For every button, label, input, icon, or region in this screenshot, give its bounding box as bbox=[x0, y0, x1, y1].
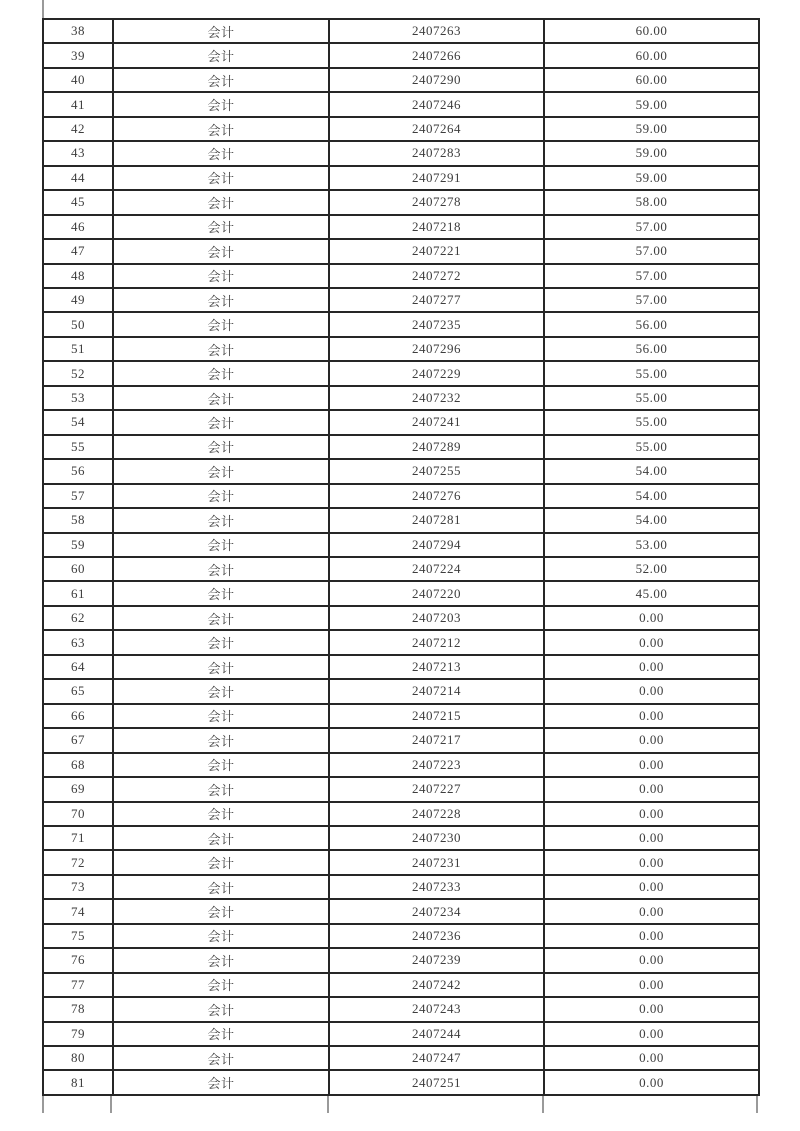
score-cell: 59.00 bbox=[544, 141, 759, 165]
table-row bbox=[43, 312, 759, 336]
table-row bbox=[43, 1046, 759, 1070]
row-number-cell: 51 bbox=[43, 337, 113, 361]
major-cell: 会计 bbox=[113, 924, 329, 948]
table-row bbox=[43, 924, 759, 948]
major-cell: 会计 bbox=[113, 826, 329, 850]
table-row bbox=[43, 190, 759, 214]
table-row bbox=[43, 239, 759, 263]
major-cell: 会计 bbox=[113, 655, 329, 679]
table-row bbox=[43, 826, 759, 850]
table-row bbox=[43, 753, 759, 777]
row-number-cell: 66 bbox=[43, 704, 113, 728]
row-number-cell: 80 bbox=[43, 1046, 113, 1070]
score-cell: 0.00 bbox=[544, 1022, 759, 1046]
score-cell: 60.00 bbox=[544, 43, 759, 67]
row-number-cell: 76 bbox=[43, 948, 113, 972]
row-number-cell: 41 bbox=[43, 92, 113, 116]
row-number-cell: 78 bbox=[43, 997, 113, 1021]
major-cell: 会计 bbox=[113, 264, 329, 288]
score-cell: 0.00 bbox=[544, 728, 759, 752]
major-cell: 会计 bbox=[113, 337, 329, 361]
row-number-cell: 79 bbox=[43, 1022, 113, 1046]
score-cell: 52.00 bbox=[544, 557, 759, 581]
candidate-id-cell: 2407264 bbox=[329, 117, 544, 141]
candidate-id-cell: 2407232 bbox=[329, 386, 544, 410]
candidate-id-cell: 2407233 bbox=[329, 875, 544, 899]
candidate-id-cell: 2407229 bbox=[329, 361, 544, 385]
table-row bbox=[43, 141, 759, 165]
candidate-id-cell: 2407294 bbox=[329, 533, 544, 557]
row-number-cell: 53 bbox=[43, 386, 113, 410]
candidate-id-cell: 2407283 bbox=[329, 141, 544, 165]
candidate-id-cell: 2407244 bbox=[329, 1022, 544, 1046]
table-row bbox=[43, 557, 759, 581]
candidate-id-cell: 2407231 bbox=[329, 850, 544, 874]
candidate-id-cell: 2407272 bbox=[329, 264, 544, 288]
score-cell: 0.00 bbox=[544, 850, 759, 874]
row-number-cell: 46 bbox=[43, 215, 113, 239]
candidate-id-cell: 2407290 bbox=[329, 68, 544, 92]
candidate-id-cell: 2407242 bbox=[329, 973, 544, 997]
score-cell: 57.00 bbox=[544, 264, 759, 288]
score-cell: 57.00 bbox=[544, 288, 759, 312]
major-cell: 会计 bbox=[113, 704, 329, 728]
table-row bbox=[43, 435, 759, 459]
score-cell: 60.00 bbox=[544, 19, 759, 43]
row-number-cell: 72 bbox=[43, 850, 113, 874]
candidate-id-cell: 2407224 bbox=[329, 557, 544, 581]
row-number-cell: 62 bbox=[43, 606, 113, 630]
table-row bbox=[43, 166, 759, 190]
major-cell: 会计 bbox=[113, 166, 329, 190]
score-cell: 0.00 bbox=[544, 924, 759, 948]
candidate-id-cell: 2407218 bbox=[329, 215, 544, 239]
table-row bbox=[43, 288, 759, 312]
candidate-id-cell: 2407277 bbox=[329, 288, 544, 312]
score-cell: 56.00 bbox=[544, 337, 759, 361]
major-cell: 会计 bbox=[113, 386, 329, 410]
candidate-id-cell: 2407243 bbox=[329, 997, 544, 1021]
major-cell: 会计 bbox=[113, 606, 329, 630]
table-row bbox=[43, 508, 759, 532]
score-cell: 57.00 bbox=[544, 239, 759, 263]
row-number-cell: 71 bbox=[43, 826, 113, 850]
row-number-cell: 44 bbox=[43, 166, 113, 190]
candidate-id-cell: 2407281 bbox=[329, 508, 544, 532]
candidate-id-cell: 2407247 bbox=[329, 1046, 544, 1070]
row-number-cell: 58 bbox=[43, 508, 113, 532]
candidate-id-cell: 2407239 bbox=[329, 948, 544, 972]
score-cell: 59.00 bbox=[544, 166, 759, 190]
major-cell: 会计 bbox=[113, 361, 329, 385]
row-number-cell: 64 bbox=[43, 655, 113, 679]
candidate-id-cell: 2407241 bbox=[329, 410, 544, 434]
candidate-id-cell: 2407276 bbox=[329, 484, 544, 508]
candidate-id-cell: 2407227 bbox=[329, 777, 544, 801]
table-border-stub bbox=[327, 1096, 329, 1113]
score-cell: 0.00 bbox=[544, 679, 759, 703]
score-cell: 54.00 bbox=[544, 508, 759, 532]
table-row bbox=[43, 92, 759, 116]
score-cell: 0.00 bbox=[544, 1070, 759, 1095]
major-cell: 会计 bbox=[113, 997, 329, 1021]
score-cell: 0.00 bbox=[544, 655, 759, 679]
score-cell: 55.00 bbox=[544, 410, 759, 434]
major-cell: 会计 bbox=[113, 630, 329, 654]
table-row bbox=[43, 459, 759, 483]
table-row bbox=[43, 337, 759, 361]
major-cell: 会计 bbox=[113, 141, 329, 165]
major-cell: 会计 bbox=[113, 777, 329, 801]
major-cell: 会计 bbox=[113, 728, 329, 752]
table-row bbox=[43, 997, 759, 1021]
table-row bbox=[43, 386, 759, 410]
row-number-cell: 42 bbox=[43, 117, 113, 141]
row-number-cell: 59 bbox=[43, 533, 113, 557]
table-row bbox=[43, 1070, 759, 1095]
results-table-body bbox=[43, 19, 759, 1095]
major-cell: 会计 bbox=[113, 1022, 329, 1046]
row-number-cell: 63 bbox=[43, 630, 113, 654]
table-row bbox=[43, 630, 759, 654]
table-row bbox=[43, 43, 759, 67]
row-number-cell: 52 bbox=[43, 361, 113, 385]
score-cell: 54.00 bbox=[544, 459, 759, 483]
candidate-id-cell: 2407221 bbox=[329, 239, 544, 263]
score-cell: 60.00 bbox=[544, 68, 759, 92]
score-cell: 0.00 bbox=[544, 899, 759, 923]
table-row bbox=[43, 704, 759, 728]
row-number-cell: 65 bbox=[43, 679, 113, 703]
candidate-id-cell: 2407217 bbox=[329, 728, 544, 752]
table-row bbox=[43, 606, 759, 630]
row-number-cell: 45 bbox=[43, 190, 113, 214]
score-cell: 58.00 bbox=[544, 190, 759, 214]
candidate-id-cell: 2407214 bbox=[329, 679, 544, 703]
row-number-cell: 40 bbox=[43, 68, 113, 92]
score-cell: 0.00 bbox=[544, 973, 759, 997]
table-row bbox=[43, 850, 759, 874]
table-row bbox=[43, 264, 759, 288]
major-cell: 会计 bbox=[113, 92, 329, 116]
row-number-cell: 77 bbox=[43, 973, 113, 997]
score-cell: 0.00 bbox=[544, 997, 759, 1021]
major-cell: 会计 bbox=[113, 43, 329, 67]
major-cell: 会计 bbox=[113, 410, 329, 434]
candidate-id-cell: 2407236 bbox=[329, 924, 544, 948]
table-row bbox=[43, 655, 759, 679]
major-cell: 会计 bbox=[113, 215, 329, 239]
row-number-cell: 61 bbox=[43, 581, 113, 605]
candidate-id-cell: 2407266 bbox=[329, 43, 544, 67]
candidate-id-cell: 2407212 bbox=[329, 630, 544, 654]
major-cell: 会计 bbox=[113, 239, 329, 263]
major-cell: 会计 bbox=[113, 581, 329, 605]
row-number-cell: 48 bbox=[43, 264, 113, 288]
table-row bbox=[43, 410, 759, 434]
major-cell: 会计 bbox=[113, 1046, 329, 1070]
table-row bbox=[43, 361, 759, 385]
score-cell: 57.00 bbox=[544, 215, 759, 239]
table-row bbox=[43, 899, 759, 923]
row-number-cell: 68 bbox=[43, 753, 113, 777]
table-border-stub bbox=[42, 1096, 44, 1113]
candidate-id-cell: 2407203 bbox=[329, 606, 544, 630]
table-row bbox=[43, 679, 759, 703]
candidate-id-cell: 2407235 bbox=[329, 312, 544, 336]
candidate-id-cell: 2407230 bbox=[329, 826, 544, 850]
candidate-id-cell: 2407296 bbox=[329, 337, 544, 361]
candidate-id-cell: 2407289 bbox=[329, 435, 544, 459]
major-cell: 会计 bbox=[113, 679, 329, 703]
major-cell: 会计 bbox=[113, 899, 329, 923]
candidate-id-cell: 2407263 bbox=[329, 19, 544, 43]
score-cell: 55.00 bbox=[544, 435, 759, 459]
row-number-cell: 60 bbox=[43, 557, 113, 581]
row-number-cell: 56 bbox=[43, 459, 113, 483]
row-number-cell: 54 bbox=[43, 410, 113, 434]
major-cell: 会计 bbox=[113, 508, 329, 532]
major-cell: 会计 bbox=[113, 459, 329, 483]
table-row bbox=[43, 875, 759, 899]
table-row bbox=[43, 117, 759, 141]
major-cell: 会计 bbox=[113, 557, 329, 581]
candidate-id-cell: 2407220 bbox=[329, 581, 544, 605]
table-border-stub bbox=[42, 0, 44, 18]
candidate-id-cell: 2407213 bbox=[329, 655, 544, 679]
major-cell: 会计 bbox=[113, 973, 329, 997]
score-cell: 0.00 bbox=[544, 704, 759, 728]
row-number-cell: 57 bbox=[43, 484, 113, 508]
score-cell: 54.00 bbox=[544, 484, 759, 508]
score-cell: 0.00 bbox=[544, 606, 759, 630]
row-number-cell: 47 bbox=[43, 239, 113, 263]
candidate-id-cell: 2407223 bbox=[329, 753, 544, 777]
major-cell: 会计 bbox=[113, 850, 329, 874]
major-cell: 会计 bbox=[113, 435, 329, 459]
major-cell: 会计 bbox=[113, 875, 329, 899]
major-cell: 会计 bbox=[113, 312, 329, 336]
table-row bbox=[43, 484, 759, 508]
table-border-stub bbox=[542, 1096, 544, 1113]
major-cell: 会计 bbox=[113, 948, 329, 972]
score-cell: 56.00 bbox=[544, 312, 759, 336]
table-border-stub bbox=[756, 1096, 758, 1113]
major-cell: 会计 bbox=[113, 19, 329, 43]
row-number-cell: 49 bbox=[43, 288, 113, 312]
table-row bbox=[43, 728, 759, 752]
candidate-id-cell: 2407234 bbox=[329, 899, 544, 923]
candidate-id-cell: 2407291 bbox=[329, 166, 544, 190]
major-cell: 会计 bbox=[113, 288, 329, 312]
row-number-cell: 73 bbox=[43, 875, 113, 899]
row-number-cell: 70 bbox=[43, 802, 113, 826]
score-cell: 0.00 bbox=[544, 753, 759, 777]
table-row bbox=[43, 973, 759, 997]
table-row bbox=[43, 581, 759, 605]
score-cell: 0.00 bbox=[544, 802, 759, 826]
candidate-id-cell: 2407228 bbox=[329, 802, 544, 826]
score-cell: 0.00 bbox=[544, 875, 759, 899]
table-row bbox=[43, 68, 759, 92]
major-cell: 会计 bbox=[113, 802, 329, 826]
row-number-cell: 74 bbox=[43, 899, 113, 923]
table-row bbox=[43, 1022, 759, 1046]
row-number-cell: 69 bbox=[43, 777, 113, 801]
candidate-id-cell: 2407278 bbox=[329, 190, 544, 214]
score-cell: 55.00 bbox=[544, 361, 759, 385]
row-number-cell: 81 bbox=[43, 1070, 113, 1095]
score-cell: 0.00 bbox=[544, 948, 759, 972]
major-cell: 会计 bbox=[113, 1070, 329, 1095]
table-row bbox=[43, 802, 759, 826]
candidate-id-cell: 2407246 bbox=[329, 92, 544, 116]
row-number-cell: 38 bbox=[43, 19, 113, 43]
row-number-cell: 39 bbox=[43, 43, 113, 67]
major-cell: 会计 bbox=[113, 68, 329, 92]
candidate-id-cell: 2407251 bbox=[329, 1070, 544, 1095]
row-number-cell: 67 bbox=[43, 728, 113, 752]
score-cell: 0.00 bbox=[544, 777, 759, 801]
major-cell: 会计 bbox=[113, 484, 329, 508]
table-border-stub bbox=[110, 1096, 112, 1113]
score-cell: 59.00 bbox=[544, 117, 759, 141]
score-cell: 53.00 bbox=[544, 533, 759, 557]
candidate-id-cell: 2407215 bbox=[329, 704, 544, 728]
major-cell: 会计 bbox=[113, 533, 329, 557]
table-row bbox=[43, 948, 759, 972]
table-row bbox=[43, 533, 759, 557]
score-cell: 0.00 bbox=[544, 630, 759, 654]
candidate-id-cell: 2407255 bbox=[329, 459, 544, 483]
major-cell: 会计 bbox=[113, 190, 329, 214]
table-row bbox=[43, 215, 759, 239]
score-cell: 0.00 bbox=[544, 1046, 759, 1070]
table-row bbox=[43, 777, 759, 801]
score-cell: 45.00 bbox=[544, 581, 759, 605]
row-number-cell: 75 bbox=[43, 924, 113, 948]
row-number-cell: 55 bbox=[43, 435, 113, 459]
score-cell: 55.00 bbox=[544, 386, 759, 410]
row-number-cell: 50 bbox=[43, 312, 113, 336]
row-number-cell: 43 bbox=[43, 141, 113, 165]
score-cell: 0.00 bbox=[544, 826, 759, 850]
table-row bbox=[43, 19, 759, 43]
major-cell: 会计 bbox=[113, 117, 329, 141]
major-cell: 会计 bbox=[113, 753, 329, 777]
score-results-table bbox=[42, 18, 760, 1096]
score-cell: 59.00 bbox=[544, 92, 759, 116]
